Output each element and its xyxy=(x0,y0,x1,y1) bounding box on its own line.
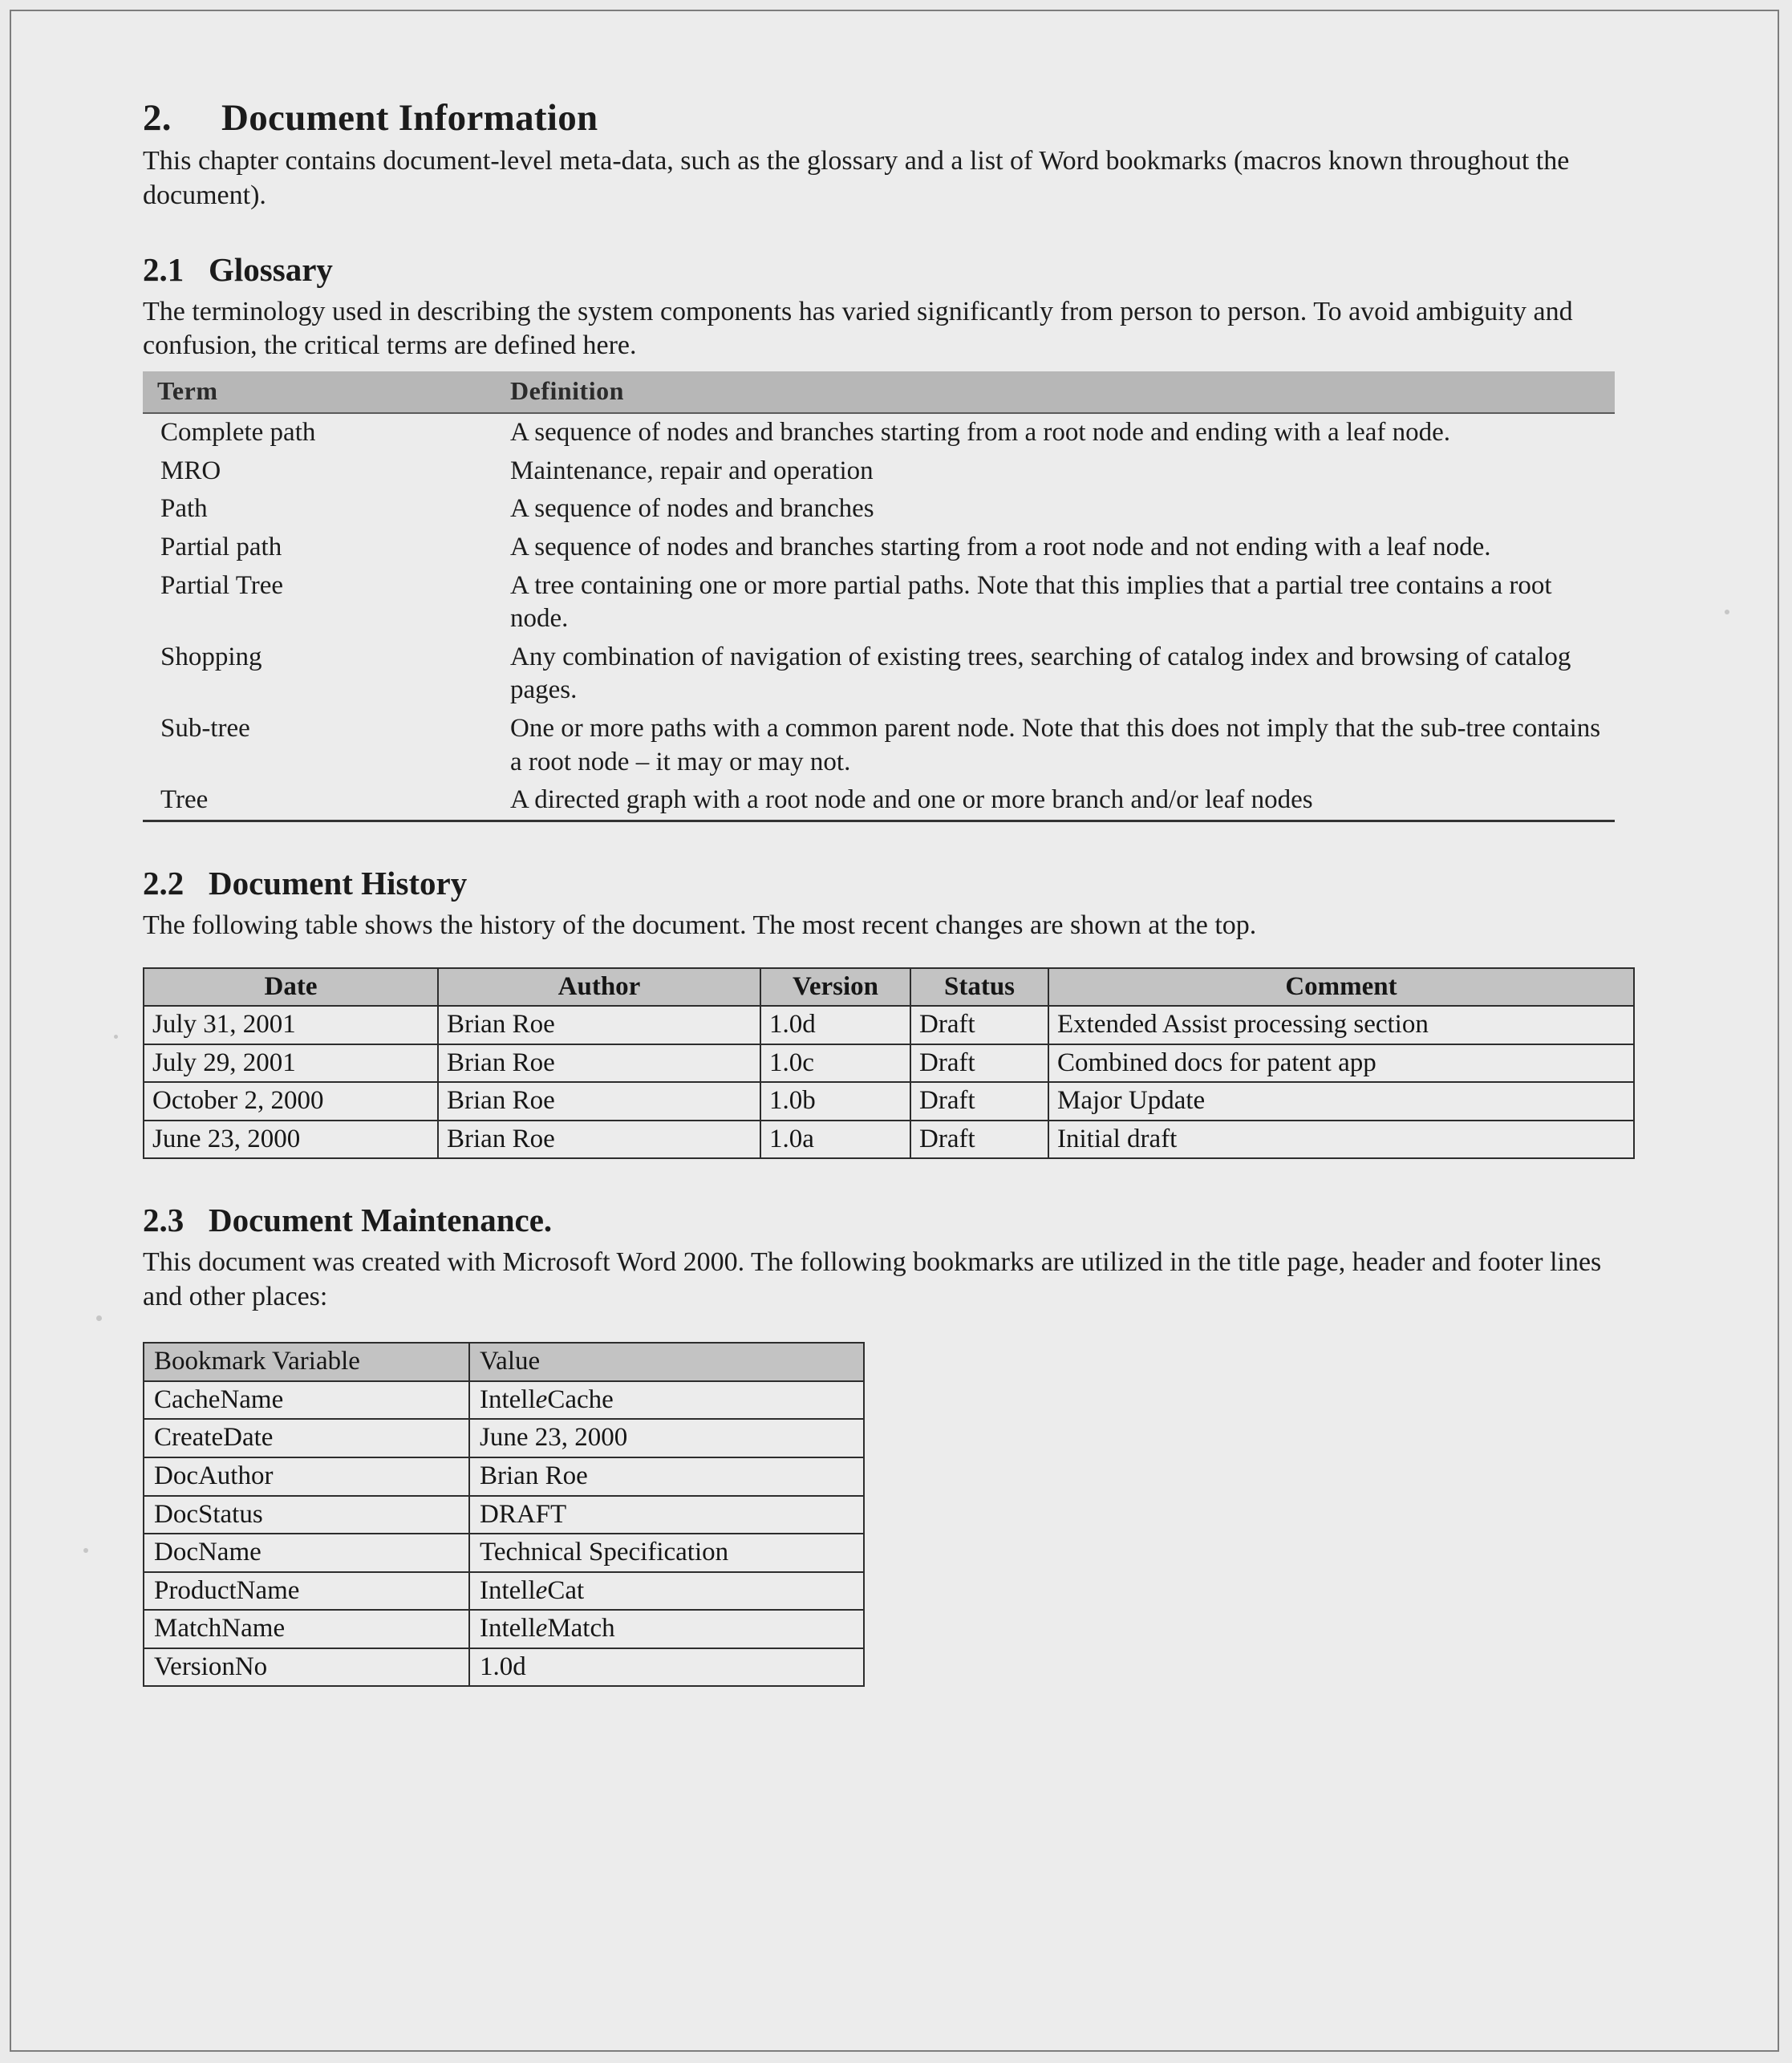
bookmark-name: DocAuthor xyxy=(144,1457,469,1496)
history-author: Brian Roe xyxy=(438,1121,760,1159)
history-author: Brian Roe xyxy=(438,1082,760,1121)
glossary-table xyxy=(143,371,1615,821)
history-comment: Major Update xyxy=(1048,1082,1634,1121)
bookmark-name: ProductName xyxy=(144,1572,469,1611)
table-row xyxy=(144,1457,864,1496)
history-date: June 23, 2000 xyxy=(144,1121,438,1159)
glossary-definition: A tree containing one or more partial paths. Note that this implies that a partial tree contains a root node. xyxy=(510,570,1552,634)
bookmark-value: Technical Specification xyxy=(469,1534,864,1572)
bookmark-name: DocName xyxy=(144,1534,469,1572)
glossary-definition: A sequence of nodes and branches starting from a root node and not ending with a leaf node. xyxy=(510,533,1491,562)
scan-speck xyxy=(114,1035,118,1039)
glossary-col-definition: Definition xyxy=(502,371,1615,413)
section-title-maintenance: Document Maintenance. xyxy=(209,1202,553,1239)
chapter-number: 2. xyxy=(143,97,172,139)
table-row xyxy=(143,490,1615,529)
bookmarks-header-row xyxy=(144,1343,864,1381)
history-version: 1.0d xyxy=(760,1006,910,1044)
bookmark-name: CacheName xyxy=(144,1381,469,1420)
glossary-term: Partial path xyxy=(160,533,282,562)
section-heading-maintenance xyxy=(143,1201,1643,1239)
glossary-intro: The terminology used in describing the system components has varied significantly from person to person. To avoid ambiguity and confusion, the critical terms are defined here. xyxy=(143,296,1573,361)
bookmark-name: CreateDate xyxy=(144,1419,469,1457)
history-comment: Extended Assist processing section xyxy=(1048,1006,1634,1044)
document-content xyxy=(143,96,1643,1687)
bookmark-value: IntelleCache xyxy=(469,1381,864,1420)
table-row xyxy=(144,1006,1634,1044)
section-number-maintenance: 2.3 xyxy=(143,1202,184,1239)
table-row xyxy=(144,1534,864,1572)
bookmark-variable-table xyxy=(143,1342,865,1687)
table-row xyxy=(144,1082,1634,1121)
history-date: July 29, 2001 xyxy=(144,1044,438,1083)
section-heading-history xyxy=(143,864,1643,902)
bookmark-name: VersionNo xyxy=(144,1648,469,1687)
bookmarks-col-variable: Bookmark Variable xyxy=(144,1343,469,1381)
glossary-definition: One or more paths with a common parent node. Note that this does not imply that the sub-tree contains a root node – it may or may not. xyxy=(510,713,1601,776)
glossary-definition: A sequence of nodes and branches xyxy=(510,494,874,524)
table-row xyxy=(143,413,1615,452)
history-col-status: Status xyxy=(910,968,1048,1007)
table-row xyxy=(144,1381,864,1420)
history-status: Draft xyxy=(910,1006,1048,1044)
history-col-comment: Comment xyxy=(1048,968,1634,1007)
table-row xyxy=(143,452,1615,491)
table-row xyxy=(143,638,1615,710)
glossary-definition: Any combination of navigation of existing trees, searching of catalog index and browsing of catalog pages. xyxy=(510,642,1571,705)
table-row xyxy=(144,1121,1634,1159)
section-heading-glossary xyxy=(143,250,1643,289)
history-author: Brian Roe xyxy=(438,1006,760,1044)
bookmark-name: DocStatus xyxy=(144,1496,469,1534)
history-header-row xyxy=(144,968,1634,1007)
section-number-glossary: 2.1 xyxy=(143,250,184,288)
table-row xyxy=(144,1572,864,1611)
glossary-term: Sub-tree xyxy=(160,713,250,743)
history-version: 1.0c xyxy=(760,1044,910,1083)
history-status: Draft xyxy=(910,1044,1048,1083)
table-row xyxy=(143,529,1615,567)
table-row xyxy=(144,1648,864,1687)
history-col-date: Date xyxy=(144,968,438,1007)
bookmark-value: Brian Roe xyxy=(469,1457,864,1496)
history-version: 1.0b xyxy=(760,1082,910,1121)
bookmark-value: DRAFT xyxy=(469,1496,864,1534)
glossary-term: Shopping xyxy=(160,642,262,671)
table-row xyxy=(144,1419,864,1457)
bookmark-value: IntelleCat xyxy=(469,1572,864,1611)
bookmark-value: June 23, 2000 xyxy=(469,1419,864,1457)
chapter-title: Document Information xyxy=(221,97,598,139)
maintenance-intro: This document was created with Microsoft Word 2000. The following bookmarks are utilized in the title page, header and footer lines and other places: xyxy=(143,1247,1602,1312)
chapter-intro: This chapter contains document-level meta-data, such as the glossary and a list of Word bookmarks (macros known throughout the document). xyxy=(143,146,1570,210)
bookmark-value: IntelleMatch xyxy=(469,1610,864,1648)
bookmark-value: 1.0d xyxy=(469,1648,864,1687)
scan-speck xyxy=(1725,610,1729,614)
history-col-author: Author xyxy=(438,968,760,1007)
history-status: Draft xyxy=(910,1121,1048,1159)
history-date: October 2, 2000 xyxy=(144,1082,438,1121)
table-row xyxy=(143,781,1615,821)
glossary-term: Partial Tree xyxy=(160,570,284,600)
section-number-history: 2.2 xyxy=(143,864,184,902)
chapter-heading xyxy=(143,96,1643,140)
glossary-definition: A directed graph with a root node and one or more branch and/or leaf nodes xyxy=(502,781,1615,821)
document-history-table xyxy=(143,967,1635,1160)
table-row xyxy=(143,567,1615,638)
history-comment: Initial draft xyxy=(1048,1121,1634,1159)
history-status: Draft xyxy=(910,1082,1048,1121)
glossary-term: Path xyxy=(160,494,208,524)
history-version: 1.0a xyxy=(760,1121,910,1159)
section-title-glossary: Glossary xyxy=(209,250,333,288)
table-row xyxy=(144,1610,864,1648)
history-comment: Combined docs for patent app xyxy=(1048,1044,1634,1083)
history-date: July 31, 2001 xyxy=(144,1006,438,1044)
glossary-header-row xyxy=(143,371,1615,413)
glossary-term: Tree xyxy=(143,781,502,821)
table-row xyxy=(144,1044,1634,1083)
history-col-version: Version xyxy=(760,968,910,1007)
glossary-col-term: Term xyxy=(143,371,502,413)
table-row xyxy=(144,1496,864,1534)
glossary-definition: A sequence of nodes and branches starting from a root node and ending with a leaf node. xyxy=(510,418,1451,448)
scan-speck xyxy=(83,1548,88,1553)
glossary-term: MRO xyxy=(160,456,221,485)
scan-speck xyxy=(96,1315,102,1321)
table-row xyxy=(143,710,1615,781)
bookmark-name: MatchName xyxy=(144,1610,469,1648)
glossary-definition: Maintenance, repair and operation xyxy=(510,456,874,485)
glossary-term: Complete path xyxy=(160,418,316,448)
history-author: Brian Roe xyxy=(438,1044,760,1083)
section-title-history: Document History xyxy=(209,864,468,902)
bookmarks-col-value: Value xyxy=(469,1343,864,1381)
history-intro: The following table shows the history of the document. The most recent changes are shown at the top. xyxy=(143,910,1257,940)
